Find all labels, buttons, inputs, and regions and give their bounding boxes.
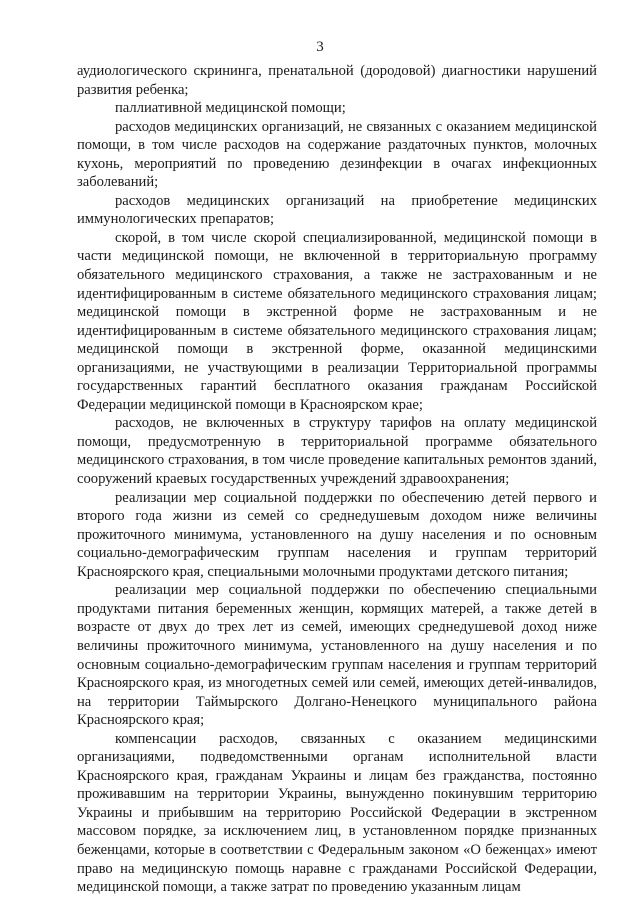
paragraph-infant-nutrition: реализации мер социальной поддержки по обеспечению детей первого и второго года жизни из семей со среднедушевым доходом ниже величины прожиточного минимума, установленного на душу населения и по основным социально-демографическим группам населения и группам территорий Красноярского края, специальными молочными продуктами детского питания;: [77, 489, 597, 580]
paragraph-capital-repairs: расходов, не включенных в структуру тарифов на оплату медицинской помощи, предусмотренную в территориальной программе обязательного медицинского страхования, в том числе проведение капитальных ремонтов зданий, сооружений краевых государственных учреждений здравоохранения;: [77, 415, 597, 488]
page-number: 3: [316, 39, 324, 55]
paragraph-immunological-drugs: расходов медицинских организаций на приобретение медицинских иммунологических препаратов;: [77, 192, 597, 228]
paragraph-non-medical-expenses: расходов медицинских организаций, не связанных с оказанием медицинской помощи, в том числе расходов на содержание раздаточных пунктов, молочных кухонь, мероприятий по проведению дезинфекции в очагах инфекционных заболеваний;: [77, 118, 597, 191]
paragraph-emergency-care: скорой, в том числе скорой специализированной, медицинской помощи в части медицинской помощи, не включенной в территориальную программу обязательного медицинского страхования, а также не застрахованным и не идентифицированным в системе обязательного медицинского страхования лицам; медицинской помощи в экстренной форме не застрахованным и не идентифицированным в системе обязательного медицинского страхования лицам; медицинской помощи в экстренной форме, оказанной медицинскими организациями, не участвующими в реализации Территориальной программы государственных гарантий бесплатного оказания гражданам Российской Федерации медицинской помощи в Красноярском крае;: [77, 229, 597, 413]
paragraph-palliative-care: паллиативной медицинской помощи;: [115, 100, 346, 117]
document-body: [77, 62, 597, 897]
paragraph-continuation: аудиологического скрининга, пренатальной (дородовой) диагностики нарушений развития ребенка;: [77, 63, 597, 98]
paragraph-ukraine-compensation: компенсации расходов, связанных с оказанием медицинскими организациями, подведомственными органам исполнительной власти Красноярского края, гражданам Украины и лицам без гражданства, постоянно проживавшим на территории Украины, вынужденно покинувшим территорию Украины и прибывшим на территорию Российской Федерации в экстренном массовом порядке, за исключением лиц, в установленном порядке признанных беженцами, которые в соответствии с Федеральным законом «О беженцах» имеют право на медицинскую помощь наравне с гражданами Российской Федерации, медицинской помощи, а также затрат по проведению указанным лицам: [77, 730, 597, 896]
paragraph-special-nutrition: реализации мер социальной поддержки по обеспечению специальными продуктами питания беременных женщин, кормящих матерей, а также детей в возрасте от двух до трех лет из семей, имеющих среднедушевой доход ниже величины прожиточного минимума, установленного на душу населения и по основным социально-демографическим группам населения и группам территорий Красноярского края, из многодетных семей или семей, имеющих детей-инвалидов, на территории Таймырского Долгано-Ненецкого муниципального района Красноярского края;: [77, 582, 597, 729]
